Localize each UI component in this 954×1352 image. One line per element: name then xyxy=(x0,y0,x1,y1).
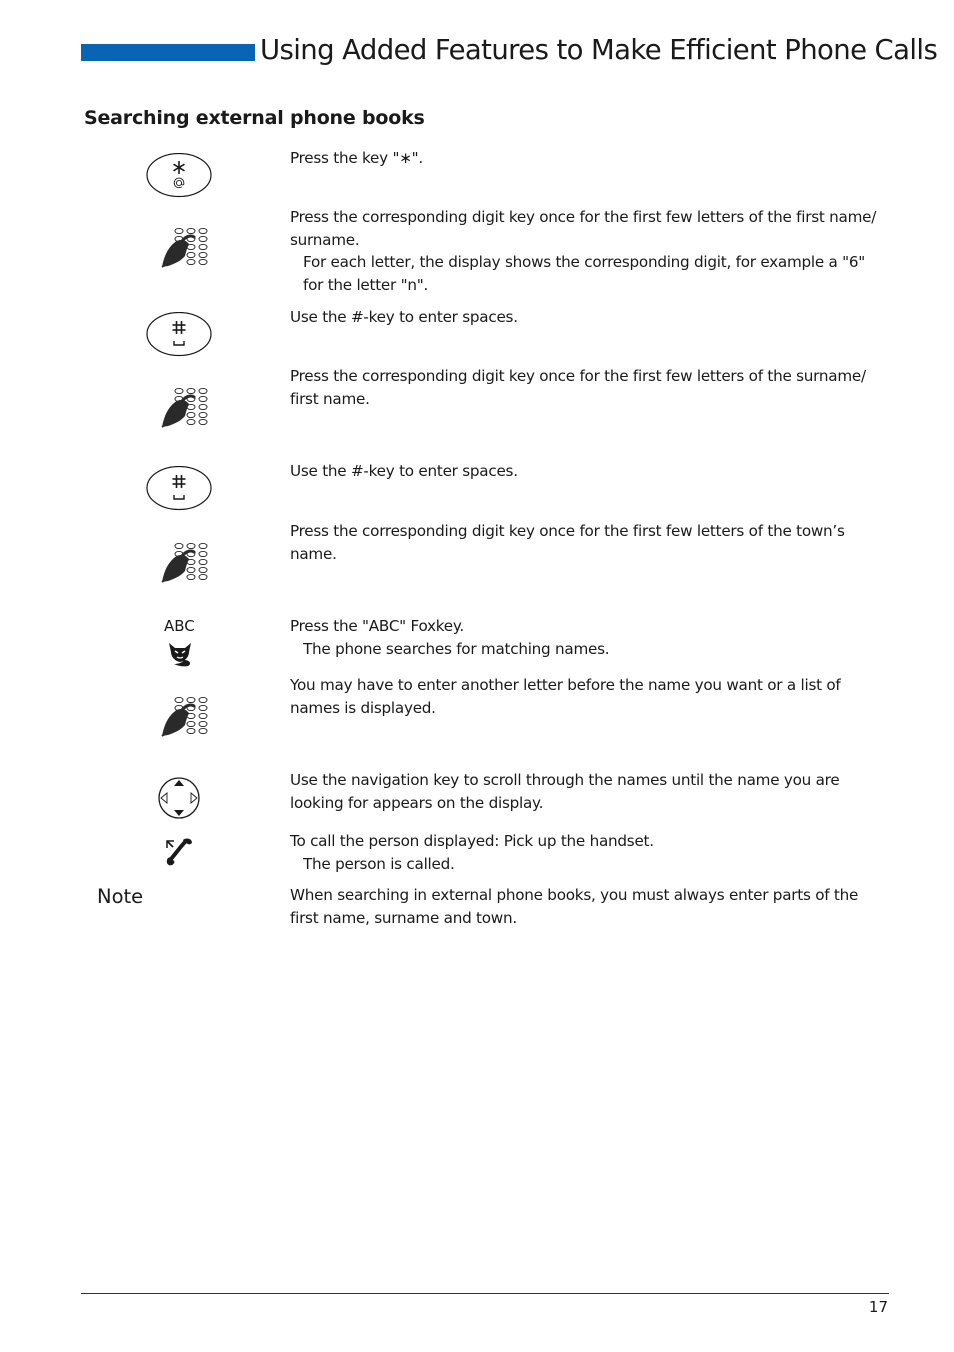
hash-key-icon xyxy=(146,466,214,512)
note-text: When searching in external phone books, you must always enter parts of the first name, surname and town. xyxy=(290,886,859,927)
step-4-text: Press the corresponding digit key once for the first few letters of the surname/ first name. xyxy=(290,367,866,408)
foxkey-label: ABC xyxy=(164,617,195,635)
section-title: Searching external phone books xyxy=(84,107,425,129)
step-2-text: Press the corresponding digit key once for the first few letters of the first name/ surname. xyxy=(290,208,877,249)
handset-lift-icon xyxy=(163,836,195,868)
keypad-icon xyxy=(160,386,212,430)
step-5-text: Use the #-key to enter spaces. xyxy=(290,462,518,480)
step-1 xyxy=(290,147,882,170)
step-7-subtext: The phone searches for matching names. xyxy=(303,639,610,658)
step-8 xyxy=(290,674,882,719)
keypad-icon xyxy=(160,541,212,585)
star-key-icon xyxy=(146,153,214,199)
step-2-subtext: For each letter, the display shows the corresponding digit, for example a "6" for the letter "n". xyxy=(303,253,866,294)
foxkey-icon xyxy=(166,640,194,668)
page-number: 17 xyxy=(868,1298,888,1316)
footer-divider xyxy=(81,1293,889,1294)
step-10-subtext: The person is called. xyxy=(303,854,455,873)
step-6-text: Press the corresponding digit key once for the first few letters of the town’s name. xyxy=(290,522,845,563)
hash-key-icon xyxy=(146,312,214,358)
step-1-text: Press the key "∗". xyxy=(290,149,423,167)
step-10-text: To call the person displayed: Pick up the handset. xyxy=(290,832,654,850)
step-9-text: Use the navigation key to scroll through the names until the name you are looking for appears on the display. xyxy=(290,771,840,812)
step-8-text: You may have to enter another letter before the name you want or a list of names is displayed. xyxy=(290,676,841,717)
step-2 xyxy=(290,206,882,296)
step-5 xyxy=(290,460,882,483)
note xyxy=(290,884,882,929)
step-10 xyxy=(290,830,882,875)
note-label: Note xyxy=(97,885,144,908)
step-9 xyxy=(290,769,882,814)
keypad-icon xyxy=(160,695,212,739)
chapter-title: Using Added Features to Make Efficient Phone Calls xyxy=(260,34,938,66)
chapter-accent-bar xyxy=(81,44,255,61)
step-3-text: Use the #-key to enter spaces. xyxy=(290,308,518,326)
step-3 xyxy=(290,306,882,329)
step-7 xyxy=(290,615,882,660)
keypad-icon xyxy=(160,226,212,270)
step-4 xyxy=(290,365,882,410)
step-7-text: Press the "ABC" Foxkey. xyxy=(290,617,464,635)
step-6 xyxy=(290,520,882,565)
navigation-key-icon xyxy=(157,776,201,820)
